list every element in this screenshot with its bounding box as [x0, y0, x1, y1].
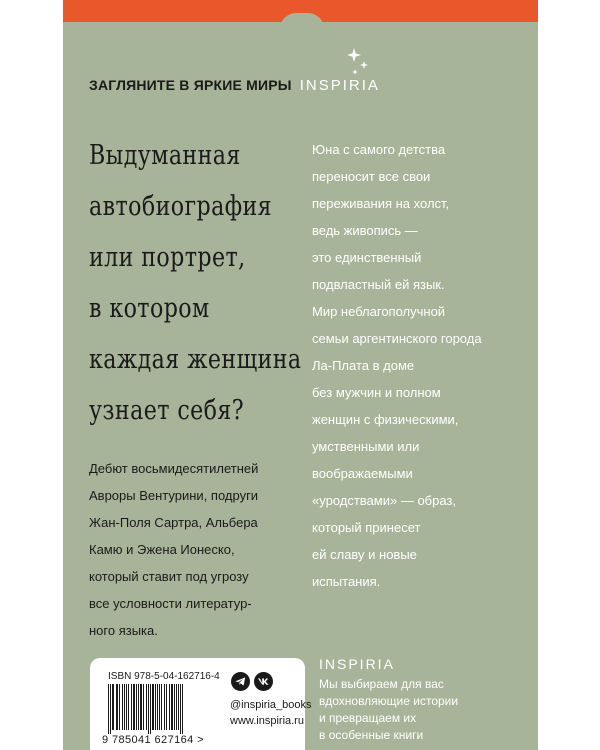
barcode: [106, 684, 214, 734]
barcode-bar: [152, 684, 154, 730]
barcode-digits: 9 785041 627164 >: [102, 734, 204, 746]
author-blurb: [89, 455, 309, 644]
series-tagline: ЗАГЛЯНИТЕ В ЯРКИЕ МИРЫ: [89, 77, 292, 93]
sparkle-icon: [346, 44, 372, 78]
barcode-bar: [122, 684, 123, 730]
barcode-bar: [176, 684, 177, 730]
summary-line: «уродствами» — образ,: [312, 493, 457, 508]
barcode-bar: [112, 684, 114, 730]
summary-line: Юна с самого детства: [312, 142, 446, 157]
barcode-bar: [178, 684, 179, 730]
barcode-bar: [180, 684, 181, 734]
isbn-label: ISBN 978-5-04-162716-4: [108, 671, 220, 682]
summary-line: ведь живопись —: [312, 223, 418, 238]
plot-summary: [312, 136, 522, 595]
barcode-bar: [169, 684, 170, 730]
barcode-panel: [90, 658, 312, 750]
barcode-bar: [164, 684, 165, 730]
barcode-bar: [126, 684, 127, 730]
series-brand: INSPIRIA: [299, 76, 380, 94]
barcode-bar: [110, 684, 111, 734]
barcode-bar: [155, 684, 156, 730]
blurb-line: Дебют восьмидесятилетней: [89, 461, 259, 476]
summary-line: подвластный ей язык.: [312, 277, 445, 292]
barcode-bar: [143, 684, 144, 730]
summary-line: ей славу и новые: [312, 547, 417, 562]
barcode-bar: [166, 684, 167, 730]
barcode-bar: [146, 684, 147, 730]
barcode-bar: [124, 684, 125, 730]
blurb-line: Авроры Вентурини, подруги: [89, 488, 259, 503]
headline-line: каждая женщина: [89, 344, 302, 375]
blurb-line: который ставит под угрозу: [89, 569, 249, 584]
publisher-slogan: [319, 676, 529, 744]
summary-line: это единственный: [312, 250, 422, 265]
headline-line: Выдуманная: [89, 140, 241, 171]
slogan-line: вдохновляющие истории: [319, 694, 459, 708]
blurb-line: все условности литератур-: [89, 596, 252, 611]
series-header: [89, 74, 380, 96]
summary-line: Мир неблагополучной: [312, 304, 446, 319]
blurb-line: Жан-Поля Сартра, Альбера: [89, 515, 258, 530]
barcode-bar: [157, 684, 158, 730]
summary-line: который принесет: [312, 520, 421, 535]
barcode-bar: [174, 684, 175, 730]
barcode-bar: [150, 684, 151, 734]
headline-line: автобиография: [89, 191, 273, 222]
blurb-line: Камю и Эжена Ионеско,: [89, 542, 235, 557]
barcode-bar: [182, 684, 183, 734]
barcode-bar: [128, 684, 129, 730]
barcode-bar: [136, 684, 137, 730]
summary-line: испытания.: [312, 574, 381, 589]
summary-line: умственными или: [312, 439, 420, 454]
barcode-bar: [159, 684, 160, 730]
barcode-bar: [119, 684, 120, 730]
barcode-bar: [148, 684, 149, 734]
summary-line: переносит все свои: [312, 169, 431, 184]
barcode-bar: [108, 684, 109, 734]
headline: [89, 130, 302, 436]
publisher-brand: INSPIRIA: [319, 656, 395, 672]
blurb-line: ного языка.: [89, 623, 158, 638]
summary-line: Ла-Плата в доме: [312, 358, 415, 373]
headline-line: узнает себя?: [89, 395, 245, 426]
headline-line: или портрет,: [89, 242, 246, 273]
summary-line: семьи аргентинского города: [312, 331, 482, 346]
headline-line: в котором: [89, 293, 210, 324]
slogan-line: Мы выбираем для вас: [319, 677, 444, 691]
barcode-bar: [140, 684, 142, 730]
website-link[interactable]: www.inspiria.ru: [230, 715, 304, 727]
barcode-bar: [161, 684, 162, 730]
vk-icon[interactable]: [254, 672, 273, 691]
top-notch: [280, 13, 324, 29]
barcode-bar: [171, 684, 173, 730]
book-back-cover: [63, 0, 538, 750]
summary-line: переживания на холст,: [312, 196, 450, 211]
summary-line: женщин с физическими,: [312, 412, 459, 427]
slogan-line: в особенные книги: [319, 728, 424, 742]
slogan-line: и превращаем их: [319, 711, 417, 725]
summary-line: без мужчин и полном: [312, 385, 441, 400]
barcode-bar: [138, 684, 139, 730]
social-handle[interactable]: @inspiria_books: [230, 699, 312, 711]
telegram-icon[interactable]: [231, 672, 250, 691]
barcode-bar: [116, 684, 118, 730]
summary-line: воображаемыми: [312, 466, 413, 481]
barcode-bar: [131, 684, 132, 730]
barcode-bar: [133, 684, 135, 730]
